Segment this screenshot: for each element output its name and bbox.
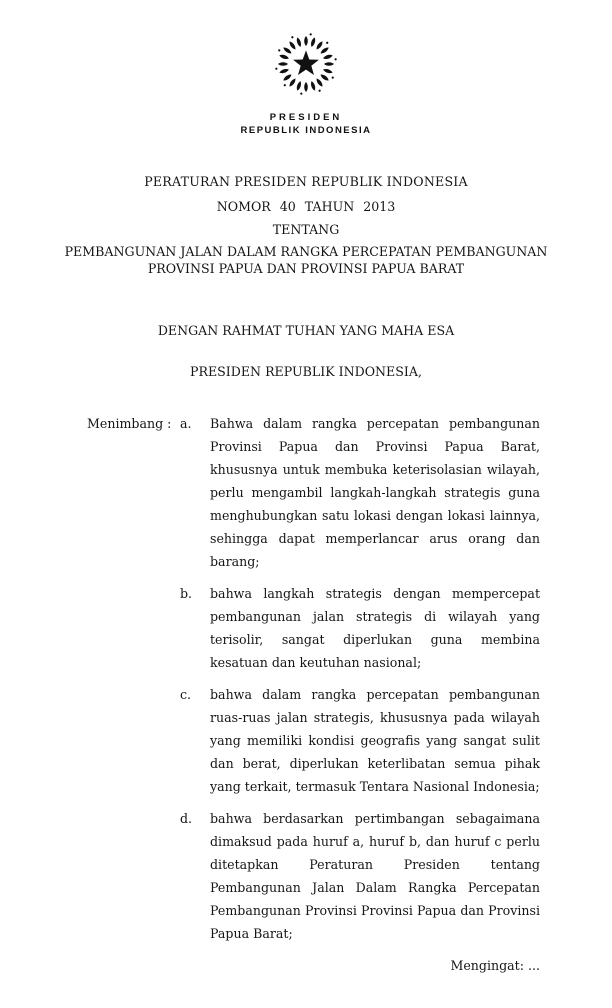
letterhead — [0, 112, 612, 136]
item-text: bahwa berdasarkan pertimbangan sebagaimana dimaksud pada huruf a, huruf b, dan huruf c perlu ditetapkan Peraturan Presiden tentang Pembangunan Jalan Dalam Rangka Percepatan Pembangunan Provinsi Provinsi Papua dan Provinsi Papua Barat; — [210, 811, 540, 941]
item-letter: c. — [180, 687, 192, 702]
item-text: Bahwa dalam rangka percepatan pembangunan Provinsi Papua dan Provinsi Papua Barat, khususnya untuk membuka keterisolasian wilayah, perlu mengambil langkah-langkah strategis guna menghubungkan satu lokasi dengan lokasi lainnya, sehingga dapat memperlancar arus orang dan barang; — [210, 416, 540, 569]
menimbang-items — [180, 412, 540, 945]
menimbang-item — [180, 683, 540, 798]
menimbang-item — [180, 582, 540, 674]
regulation-title: PERATURAN PRESIDEN REPUBLIK INDONESIA — [144, 174, 468, 189]
letterhead-line-2: REPUBLIK INDONESIA — [240, 125, 372, 136]
presidential-seal-icon — [264, 24, 348, 104]
invocation-line: DENGAN RAHMAT TUHAN YANG MAHA ESA — [157, 323, 455, 338]
item-letter: a. — [180, 416, 192, 431]
letterhead-line-1: PRESIDEN — [269, 112, 343, 123]
authority-line: PRESIDEN REPUBLIK INDONESIA, — [190, 364, 422, 379]
menimbang-item — [180, 807, 540, 945]
regulation-number: NOMOR 40 TAHUN 2013 — [216, 199, 396, 214]
regulation-subject-line-2: PROVINSI PAPUA DAN PROVINSI PAPUA BARAT — [147, 261, 465, 276]
menimbang-section — [87, 412, 540, 945]
letterhead-seal-wrap — [0, 0, 612, 108]
title-block — [0, 174, 612, 277]
menimbang-item — [180, 412, 540, 573]
item-letter: d. — [180, 811, 193, 826]
item-letter: b. — [180, 586, 193, 601]
mengingat-continuation: Mengingat: ... — [450, 958, 540, 973]
menimbang-label: Menimbang : — [87, 416, 172, 431]
item-text: bahwa dalam rangka percepatan pembangunan ruas-ruas jalan strategis, khususnya pada wilayah yang memiliki kondisi geografis yang sangat sulit dan berat, diperlukan keterlibatan semua pihak yang terkait, termasuk Tentara Nasional Indonesia; — [210, 687, 540, 794]
regulation-subject-line-1: PEMBANGUNAN JALAN DALAM RANGKA PERCEPATAN PEMBANGUNAN — [64, 244, 548, 259]
item-text: bahwa langkah strategis dengan mempercepat pembangunan jalan strategis di wilayah yang terisolir, sangat diperlukan guna membina kesatuan dan keutuhan nasional; — [210, 586, 540, 670]
tentang-label: TENTANG — [272, 222, 340, 237]
